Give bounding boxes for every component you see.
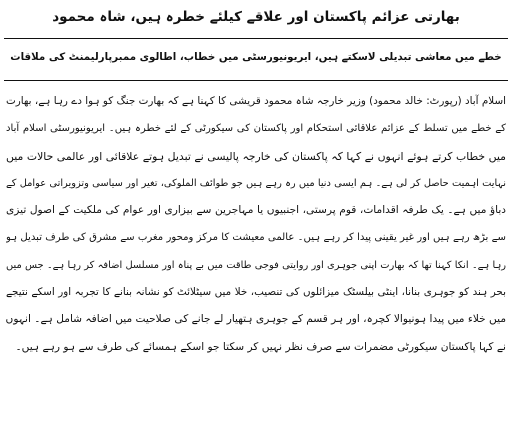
body-line: رہا ہے۔ انکا کہنا تھا کہ بھارت اپنی جوہری اور روایتی فوجی طاقت میں بے پناہ اور مسلسل اضافہ کر رہا ہے۔ جس میں [6,259,506,271]
article-body [6,88,506,361]
body-line: دباؤ میں ہے۔ یک طرفہ اقدامات، قوم پرستی، اجنبیوں یا مہاجرین سے بیزاری اور عوام کی ملکیت کے اصول تیزی [6,204,506,217]
body-line: کے خطے میں تسلط کے عزائم علاقائی استحکام اور پاکستان کی سیکورٹی کے لئے خطرہ ہیں۔ ایریونیورسٹی اسلام آباد [6,123,506,135]
body-line: نے کہا پاکستان سیکورٹی مضمرات سے صرف نظر نہیں کر سکتا جو اسکے ہمسائے کی طرف سے ہو رہے ہیں۔ [15,340,506,353]
subheadline-divider [4,80,508,81]
body-line: بحر ہند کو جوہری بنانا، اینٹی بیلسٹک میزائلوں کی تنصیب، خلا میں سیٹلائٹ کو نشانہ بنانے کا تجربہ اور اسکے نتیجے [6,286,506,299]
headline-divider [4,38,508,39]
body-line: اسلام آباد (رپورٹ: خالد محمود) وزیر خارجہ شاہ محمود قریشی کا کہنا ہے کہ بھارت جنگ کو ہوا دے رہا ہے، بھارت [6,95,506,107]
headline: بھارتی عزائم پاکستان اور علاقے کیلئے خطرہ ہیں، شاہ محمود [52,9,460,25]
subheadline: خطے میں معاشی تبدیلی لاسکتے ہیں، ایریونیورسٹی میں خطاب، اطالوی ممبرپارلیمنٹ کی ملاقات [10,51,502,63]
body-line: میں خطاب کرتے ہوئے انہوں نے کہا کہ پاکستان کی خارجہ پالیسی نے تبدیل ہوتے علاقائی اور عالمی حالات میں [6,149,506,163]
body-line: سے بڑھ رہے ہیں اور غیر یقینی پیدا کر رہے ہیں۔ عالمی معیشت کا مرکز ومحور مغرب سے مشرق کی طرف تبدیل ہو [6,232,506,244]
body-line: نہایت اہمیت حاصل کر لی ہے۔ ہم ایسی دنیا میں رہ رہے ہیں جو طوائف الملوکی، تغیر اور سیاسی وتزویراتی عوامل کے [6,177,506,189]
body-line: میں خلاء میں پیدا ہونیوالا کچرہ، اور ہر قسم کے جوہری ہتھیار لے جانے کی صلاحیت میں اضافہ شامل ہے۔ انہوں [6,313,506,326]
